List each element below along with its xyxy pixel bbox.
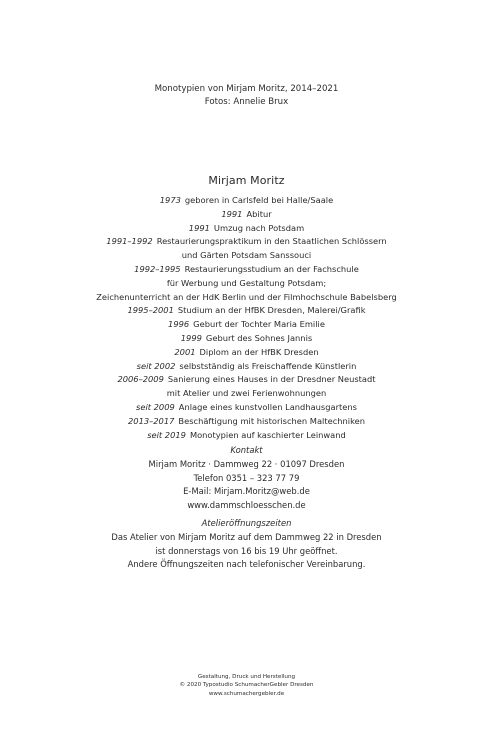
contact-phone: Telefon 0351 – 323 77 79 [193, 472, 300, 483]
bio-text: Diplom an der HfBK Dresden [199, 346, 319, 357]
bio-text: für Werbung und Gestaltung Potsdam; [166, 277, 327, 288]
bio-text: Zeichenunterricht an der HdK Berlin und der Filmhochschule Babelsberg [96, 291, 397, 302]
bio-entry [0, 194, 493, 208]
bio-entry [0, 373, 493, 387]
atelier-line: ist donnerstags von 16 bis 19 Uhr geöffnet. [155, 545, 338, 556]
header-photo-credit: Fotos: Annelie Brux [204, 97, 289, 107]
bio-entry [0, 332, 493, 346]
bio-text: Beschäftigung mit historischen Maltechniken [178, 415, 365, 426]
header-title: Monotypien von Mirjam Moritz, 2014–2021 [154, 84, 339, 94]
bio-text: Sanierung eines Hauses in der Dresdner Neustadt [167, 374, 376, 385]
bio-entry [0, 387, 493, 401]
bio-year: 1999 [180, 332, 202, 343]
bio-entry [0, 318, 493, 332]
bio-entry [0, 277, 493, 291]
bio-text: Umzug nach Potsdam [213, 222, 305, 233]
contact-address: Mirjam Moritz · Dammweg 22 · 01097 Dresden [148, 458, 345, 469]
bio-year: 1992–1995 [134, 263, 181, 274]
bio-text: Restaurierungspraktikum in den Staatlichen Schlössern [156, 236, 387, 247]
atelier-hours-block [0, 517, 493, 572]
credits-header [0, 83, 493, 109]
bio-entry [0, 291, 493, 305]
contact-website: www.dammschloesschen.de [187, 500, 306, 511]
bio-entry [0, 249, 493, 263]
bio-text: Anlage eines kunstvollen Landhausgartens [178, 401, 357, 412]
contact-email: E-Mail: Mirjam.Moritz@web.de [183, 486, 310, 497]
bio-entry [0, 401, 493, 415]
bio-entry [0, 208, 493, 222]
artist-name: Mirjam Moritz [208, 174, 285, 187]
bio-year: 1995–2001 [127, 305, 174, 316]
bio-text: mit Atelier und zwei Ferienwohnungen [166, 388, 327, 399]
bio-text: Abitur [246, 208, 272, 219]
bio-year: 2006–2009 [117, 374, 164, 385]
bio-year: 1991 [221, 208, 243, 219]
bio-entry [0, 222, 493, 236]
bio-entry [0, 304, 493, 318]
bio-text: Restaurierungsstudium an der Fachschule [184, 263, 359, 274]
bio-year: 2013–2017 [128, 415, 175, 426]
bio-year: 1991–1992 [106, 236, 153, 247]
bio-year: 1973 [159, 195, 181, 205]
bio-entry [0, 429, 493, 443]
contact-block [0, 444, 493, 513]
bio-year: 1996 [168, 319, 190, 330]
atelier-heading: Atelieröffnungszeiten [201, 518, 292, 528]
bio-text: Studium an der HfBK Dresden, Malerei/Grafik [177, 305, 366, 316]
bio-year: seit 2019 [147, 429, 186, 440]
bio-entry [0, 346, 493, 360]
colophon-line: © 2020 Typostudio SchumacherGebler Dresden [179, 682, 314, 689]
bio-entry [0, 360, 493, 374]
bio-text: geboren in Carlsfeld bei Halle/Saale [184, 195, 334, 205]
bio-text: Geburt der Tochter Maria Emilie [193, 319, 325, 330]
bio-text: Monotypien auf kaschierter Leinwand [189, 429, 346, 440]
bio-text: selbstständig als Freischaffende Künstlerin [179, 360, 357, 371]
colophon-line: Gestaltung, Druck und Herstellung [197, 674, 296, 680]
bio-year: seit 2009 [136, 401, 175, 412]
bio-text: und Gärten Potsdam Sanssouci [181, 250, 312, 261]
bio-text: Geburt des Sohnes Jannis [205, 332, 313, 343]
biography [0, 194, 493, 442]
atelier-line: Das Atelier von Mirjam Moritz auf dem Dammweg 22 in Dresden [111, 531, 382, 542]
bio-year: 2001 [174, 346, 196, 357]
bio-year: 1991 [188, 222, 210, 233]
colophon [0, 673, 493, 698]
bio-entry [0, 415, 493, 429]
bio-entry [0, 235, 493, 249]
bio-year: seit 2002 [136, 360, 176, 371]
contact-heading: Kontakt [230, 445, 263, 455]
bio-entry [0, 263, 493, 277]
colophon-website: www.schumachergebler.de [208, 690, 285, 697]
atelier-line: Andere Öffnungszeiten nach telefonischer Vereinbarung. [127, 559, 366, 570]
